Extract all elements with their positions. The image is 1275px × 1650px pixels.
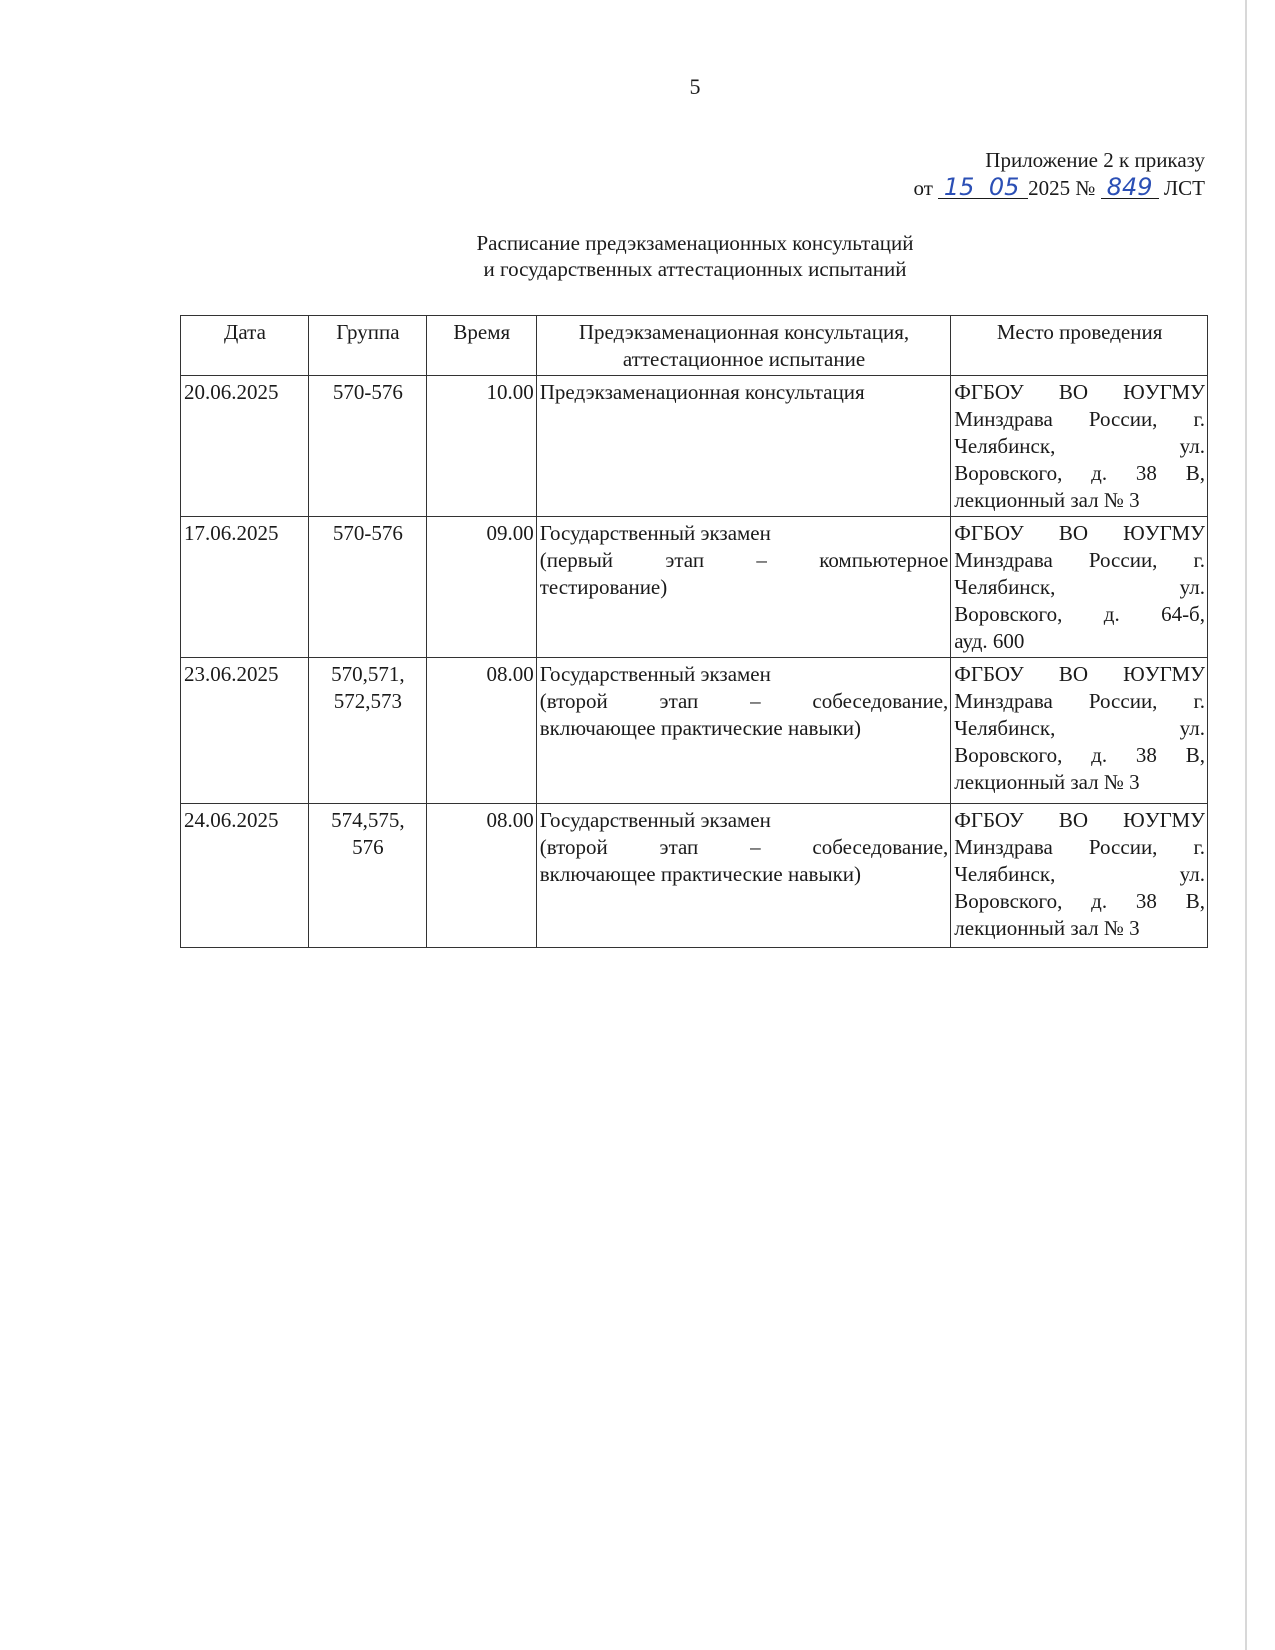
page-number: 5 <box>689 74 701 99</box>
event-line: (первый этап – компьютерное <box>539 548 949 572</box>
cell-event <box>536 517 951 658</box>
table-row <box>181 804 1208 948</box>
cell-date: 24.06.2025 <box>181 804 309 948</box>
place-line: ФГБОУ ВО ЮУГМУ <box>954 662 1205 686</box>
place-line: Челябинск, ул. <box>954 862 1205 886</box>
place-line: лекционный зал № 3 <box>954 488 1140 512</box>
cell-date: 23.06.2025 <box>181 658 309 804</box>
table-row <box>181 658 1208 804</box>
event-line: включающее практические навыки) <box>539 862 862 886</box>
appendix-line: Приложение 2 к приказу <box>985 148 1205 172</box>
header-event-line: аттестационное испытание <box>622 347 866 371</box>
event-line: включающее практические навыки) <box>539 716 862 740</box>
cell-group <box>308 658 426 804</box>
place-line: ФГБОУ ВО ЮУГМУ <box>954 808 1205 832</box>
group-line: 570-576 <box>332 521 403 545</box>
place-line: ФГБОУ ВО ЮУГМУ <box>954 380 1205 404</box>
place-line: Воровского, д. 38 В, <box>954 889 1205 913</box>
place-line: Воровского, д. 38 В, <box>954 461 1205 485</box>
title-line: Расписание предэкзаменационных консультаций <box>476 231 914 255</box>
cell-time: 08.00 <box>426 804 536 948</box>
cell-group <box>308 804 426 948</box>
table-row <box>181 376 1208 517</box>
order-year: 2025 № <box>1028 176 1096 200</box>
handwritten-order-number: 849 <box>1101 176 1159 199</box>
header-place: Место проведения <box>951 316 1208 376</box>
cell-place <box>951 658 1208 804</box>
order-reference <box>913 174 1205 202</box>
event-line: (второй этап – собеседование, <box>539 689 949 713</box>
place-line: Челябинск, ул. <box>954 575 1205 599</box>
schedule-table <box>180 315 1208 948</box>
place-line: Минздрава России, г. <box>954 548 1205 572</box>
header-date: Дата <box>181 316 309 376</box>
event-line: Государственный экзамен <box>539 662 771 686</box>
order-suffix: ЛСТ <box>1163 176 1205 200</box>
group-line: 574,575, <box>331 808 405 832</box>
cell-place <box>951 376 1208 517</box>
handwritten-day: 15 <box>938 176 980 199</box>
group-line: 570-576 <box>332 380 403 404</box>
cell-event <box>536 804 951 948</box>
event-line: Государственный экзамен <box>539 521 771 545</box>
event-line: Предэкзаменационная консультация <box>539 380 865 404</box>
appendix-block <box>913 146 1205 202</box>
cell-place <box>951 804 1208 948</box>
table-row <box>181 517 1208 658</box>
place-line: Минздрава России, г. <box>954 835 1205 859</box>
place-line: Минздрава России, г. <box>954 407 1205 431</box>
place-line: лекционный зал № 3 <box>954 916 1140 940</box>
header-time: Время <box>426 316 536 376</box>
order-prefix: от <box>913 176 933 200</box>
cell-time: 10.00 <box>426 376 536 517</box>
cell-time: 09.00 <box>426 517 536 658</box>
event-line: тестирование) <box>539 575 668 599</box>
handwritten-month: 05 <box>980 176 1028 199</box>
group-line: 572,573 <box>333 689 403 713</box>
place-line: ФГБОУ ВО ЮУГМУ <box>954 521 1205 545</box>
place-line: Челябинск, ул. <box>954 434 1205 458</box>
place-line: Минздрава России, г. <box>954 689 1205 713</box>
cell-event <box>536 658 951 804</box>
table-header-row <box>181 316 1208 376</box>
place-line: Челябинск, ул. <box>954 716 1205 740</box>
header-event <box>536 316 951 376</box>
title-line: и государственных аттестационных испытаний <box>483 257 907 281</box>
event-line: Государственный экзамен <box>539 808 771 832</box>
cell-group <box>308 376 426 517</box>
event-line: (второй этап – собеседование, <box>539 835 949 859</box>
place-line: Воровского, д. 38 В, <box>954 743 1205 767</box>
cell-date: 17.06.2025 <box>181 517 309 658</box>
place-line: ауд. 600 <box>954 629 1025 653</box>
place-line: лекционный зал № 3 <box>954 770 1140 794</box>
group-line: 576 <box>352 835 384 859</box>
document-title <box>0 230 1275 282</box>
header-event-line: Предэкзаменационная консультация, <box>578 320 910 344</box>
cell-time: 08.00 <box>426 658 536 804</box>
header-group: Группа <box>308 316 426 376</box>
cell-group <box>308 517 426 658</box>
cell-place <box>951 517 1208 658</box>
cell-event <box>536 376 951 517</box>
place-line: Воровского, д. 64-б, <box>954 602 1205 626</box>
group-line: 570,571, <box>331 662 405 686</box>
cell-date: 20.06.2025 <box>181 376 309 517</box>
